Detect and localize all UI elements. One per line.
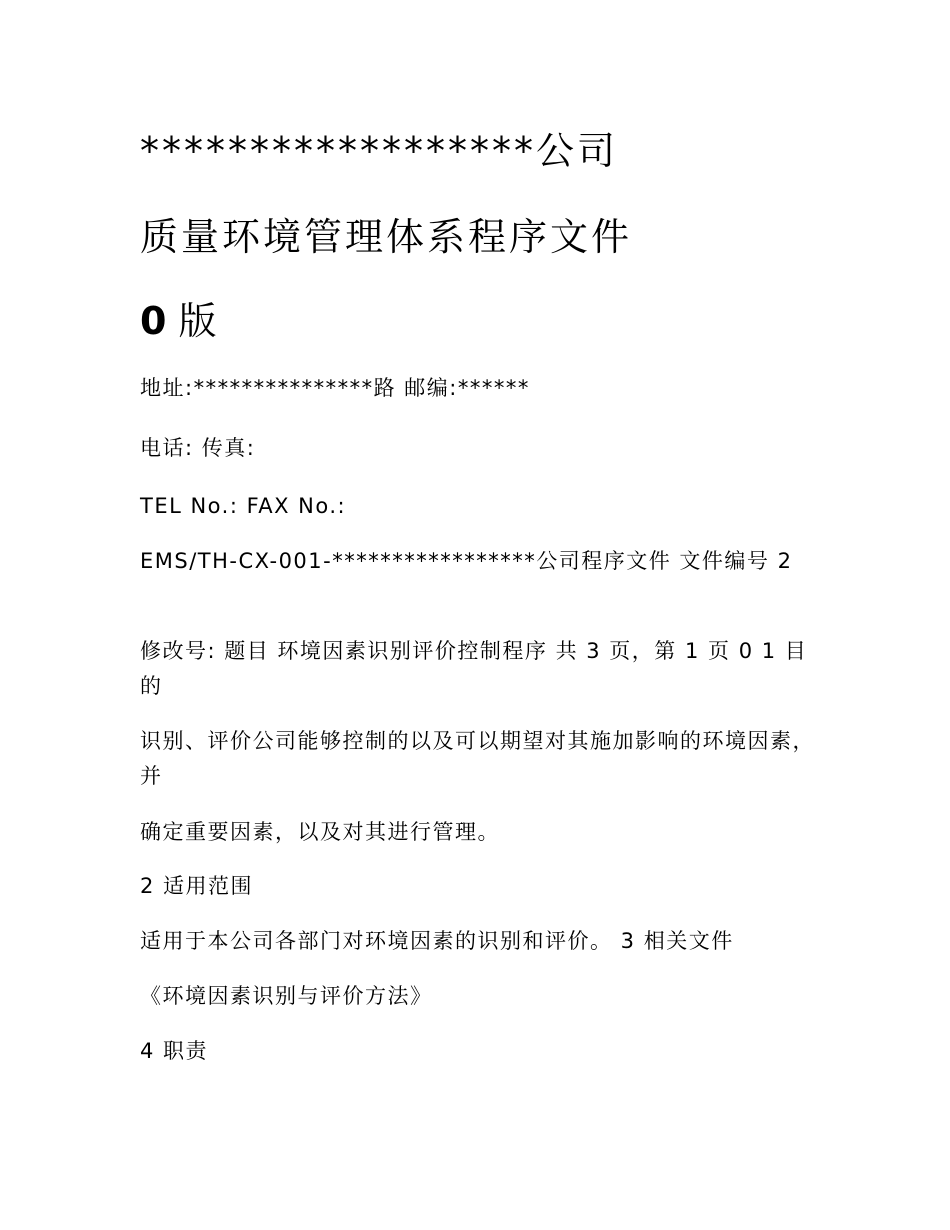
version-number: 0 — [140, 299, 167, 343]
phone-fax-en-line: TEL No.: FAX No.: — [140, 494, 347, 518]
duties-heading: 4 职责 — [140, 1039, 209, 1063]
document-main-title: 质量环境管理体系程序文件 — [140, 215, 633, 259]
scope-line: 适用于本公司各部门对环境因素的识别和评价。 3 相关文件 — [140, 929, 734, 953]
purpose-continuation: 确定重要因素，以及对其进行管理。 — [140, 820, 500, 844]
scope-heading: 2 适用范围 — [140, 874, 254, 898]
phone-fax-cn-line: 电话: 传真: — [140, 436, 256, 460]
version-title — [140, 296, 820, 346]
company-title: ******************公司 — [140, 129, 619, 173]
related-document: 《环境因素识别与评价方法》 — [140, 984, 433, 1008]
version-label: 版 — [166, 299, 217, 343]
document-code-line: EMS/TH-CX-001-*****************公司程序文件 文件编号 2 — [140, 549, 793, 573]
revision-line: 修改号: 题目 环境因素识别评价控制程序 共 3 页，第 1 页 0 1 目的 — [140, 639, 808, 698]
address-line: 地址:***************路 邮编:****** — [140, 376, 530, 400]
purpose-paragraph: 识别、评价公司能够控制的以及可以期望对其施加影响的环境因素，并 — [140, 729, 815, 788]
